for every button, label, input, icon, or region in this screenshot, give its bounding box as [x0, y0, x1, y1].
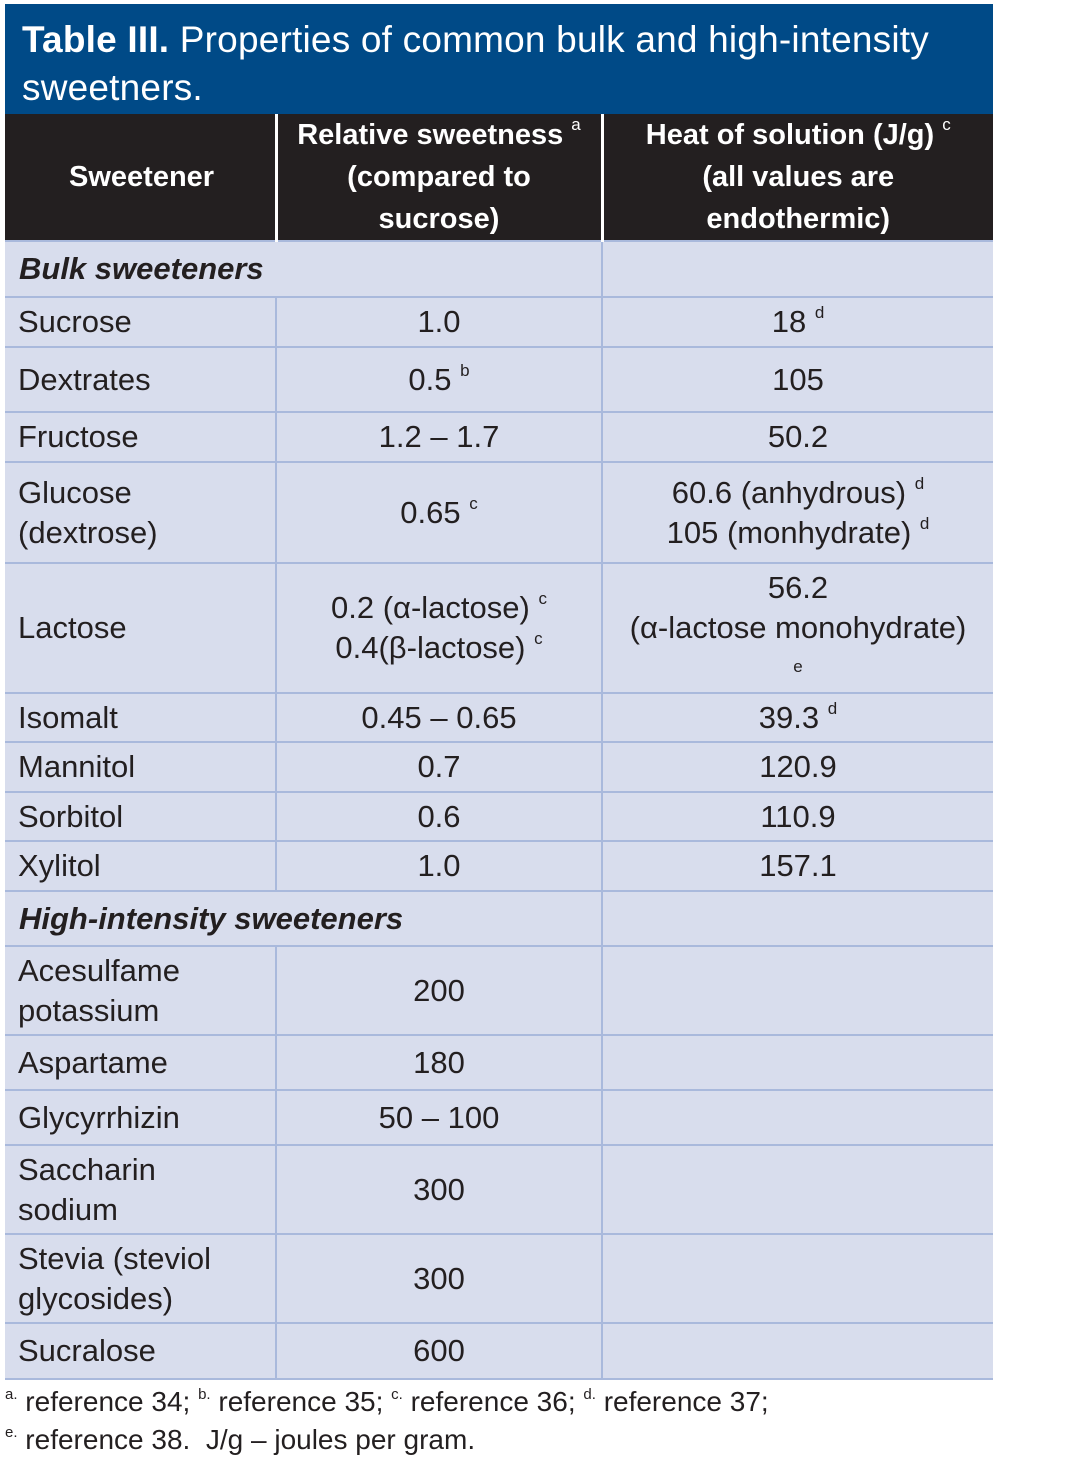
relative-cell: 0.45 – 0.65 — [276, 693, 602, 742]
footnote-mark: c — [538, 589, 547, 608]
table-row — [5, 946, 993, 1035]
footnote-mark: c. — [391, 1386, 403, 1403]
header-heat-line2: (all values are endothermic) — [702, 161, 895, 235]
footnote-mark: e — [793, 657, 803, 676]
sweetener-cell — [5, 1145, 276, 1234]
table-title — [5, 4, 993, 114]
table-row — [5, 563, 993, 693]
relative-value: 0.5 — [408, 361, 452, 397]
relative-cell — [276, 462, 602, 563]
section-label: Bulk sweeteners — [5, 241, 602, 297]
relative-cell: 300 — [276, 1234, 602, 1323]
table-row — [5, 1035, 993, 1090]
header-heat-of-solution — [602, 114, 993, 241]
sweetener-cell: Aspartame — [5, 1035, 276, 1090]
table-row — [5, 1234, 993, 1323]
sweeteners-table — [5, 114, 993, 1380]
footnote-text: reference 36; — [410, 1386, 576, 1417]
heat-cell: 105 — [602, 347, 993, 412]
heat-cell — [602, 297, 993, 347]
table-container — [5, 4, 993, 1380]
relative-cell: 180 — [276, 1035, 602, 1090]
sweetener-cell — [5, 462, 276, 563]
heat-cell — [602, 1035, 993, 1090]
section-row-bulk — [5, 241, 993, 297]
relative-cell: 0.7 — [276, 742, 602, 792]
header-relative-sweetness — [276, 114, 602, 241]
heat-cell — [602, 462, 993, 563]
heat-cell: 120.9 — [602, 742, 993, 792]
footnote-mark: d — [827, 698, 838, 718]
table-row — [5, 462, 993, 563]
footnote-mark: c — [469, 493, 478, 513]
footnote-mark: d. — [583, 1386, 596, 1403]
table-row — [5, 1323, 993, 1379]
footnote-text: reference 34; — [25, 1386, 191, 1417]
relative-cell: 0.6 — [276, 792, 602, 841]
sweetener-name-line2: glycosides) — [18, 1280, 174, 1316]
heat-value: 18 — [771, 304, 807, 339]
footnote-mark: c — [942, 115, 951, 134]
sweetener-name-line2: (dextrose) — [18, 514, 158, 550]
table-row — [5, 1090, 993, 1145]
sweetener-cell: Isomalt — [5, 693, 276, 742]
footnotes — [5, 1383, 1055, 1459]
table-row — [5, 841, 993, 891]
heat-cell: 110.9 — [602, 792, 993, 841]
relative-cell: 600 — [276, 1323, 602, 1379]
sweetener-name-line1: Glucose — [18, 474, 132, 510]
heat-value-line2: 105 (monhydrate) — [666, 514, 912, 550]
sweetener-cell — [5, 946, 276, 1035]
sweetener-name-line1: Stevia (steviol — [18, 1240, 211, 1276]
heat-cell — [602, 1145, 993, 1234]
footnote-mark: d — [814, 303, 825, 322]
heat-cell — [602, 1323, 993, 1379]
sweetener-name-line1: Saccharin — [18, 1151, 156, 1187]
header-heat-line1: Heat of solution (J/g) — [645, 119, 935, 151]
empty-cell — [602, 891, 993, 946]
sweetener-cell: Lactose — [5, 563, 276, 693]
relative-cell: 1.2 – 1.7 — [276, 412, 602, 462]
relative-cell: 50 – 100 — [276, 1090, 602, 1145]
table-row — [5, 742, 993, 792]
footnote-mark: c — [534, 629, 543, 648]
footnote-line-2 — [5, 1421, 1055, 1459]
table-row — [5, 792, 993, 841]
sweetener-name-line2: potassium — [18, 992, 160, 1028]
relative-value: 0.65 — [400, 494, 461, 530]
section-label: High-intensity sweeteners — [5, 891, 602, 946]
sweetener-cell: Sucrose — [5, 297, 276, 347]
footnote-text: reference 38. — [25, 1424, 191, 1455]
relative-cell — [276, 347, 602, 412]
relative-cell: 1.0 — [276, 297, 602, 347]
footnote-mark: d — [914, 473, 925, 493]
table-row — [5, 693, 993, 742]
heat-cell — [602, 1090, 993, 1145]
sweetener-cell: Glycyrrhizin — [5, 1090, 276, 1145]
header-row — [5, 114, 993, 241]
section-row-high-intensity — [5, 891, 993, 946]
table-row — [5, 297, 993, 347]
relative-cell: 200 — [276, 946, 602, 1035]
footnote-line-1 — [5, 1383, 1055, 1421]
table-label: Table III. — [22, 19, 170, 60]
sweetener-cell: Sorbitol — [5, 792, 276, 841]
footnote-mark: b — [460, 360, 470, 380]
heat-value: 39.3 — [758, 699, 820, 735]
footnote-mark: d — [919, 513, 930, 533]
heat-cell: 157.1 — [602, 841, 993, 891]
unit-definition: J/g – joules per gram. — [205, 1424, 476, 1455]
relative-value-line1: 0.2 (α-lactose) — [331, 590, 530, 625]
table-row — [5, 1145, 993, 1234]
header-relative-line2: (compared to sucrose) — [347, 161, 531, 235]
sweetener-cell: Dextrates — [5, 347, 276, 412]
heat-cell — [602, 693, 993, 742]
relative-cell: 1.0 — [276, 841, 602, 891]
heat-cell — [602, 1234, 993, 1323]
relative-cell — [276, 563, 602, 693]
heat-value-line2: (α-lactose monohydrate) — [629, 610, 967, 645]
footnote-text: reference 37; — [603, 1386, 769, 1417]
header-sweetener: Sweetener — [5, 114, 276, 241]
footnote-mark: b. — [198, 1386, 211, 1403]
sweetener-cell: Mannitol — [5, 742, 276, 792]
footnote-text: reference 35; — [218, 1386, 384, 1417]
empty-cell — [602, 241, 993, 297]
heat-cell — [602, 563, 993, 693]
table-caption: Properties of common bulk and high-intensity sweetners. — [22, 19, 929, 108]
sweetener-cell: Sucralose — [5, 1323, 276, 1379]
heat-cell — [602, 946, 993, 1035]
footnote-mark: a — [571, 115, 581, 134]
table-row — [5, 347, 993, 412]
relative-cell: 300 — [276, 1145, 602, 1234]
sweetener-cell: Fructose — [5, 412, 276, 462]
header-relative-line1: Relative sweetness — [297, 119, 564, 151]
relative-value-line2: 0.4(β-lactose) — [335, 630, 526, 665]
heat-cell: 50.2 — [602, 412, 993, 462]
sweetener-cell — [5, 1234, 276, 1323]
sweetener-name-line1: Acesulfame — [18, 952, 180, 988]
table-row — [5, 412, 993, 462]
sweetener-cell: Xylitol — [5, 841, 276, 891]
sweetener-name-line2: sodium — [18, 1191, 118, 1227]
footnote-mark: a. — [5, 1386, 18, 1403]
heat-value-line1: 56.2 — [767, 570, 829, 605]
footnote-mark: e. — [5, 1424, 18, 1441]
heat-value-line1: 60.6 (anhydrous) — [671, 474, 907, 510]
